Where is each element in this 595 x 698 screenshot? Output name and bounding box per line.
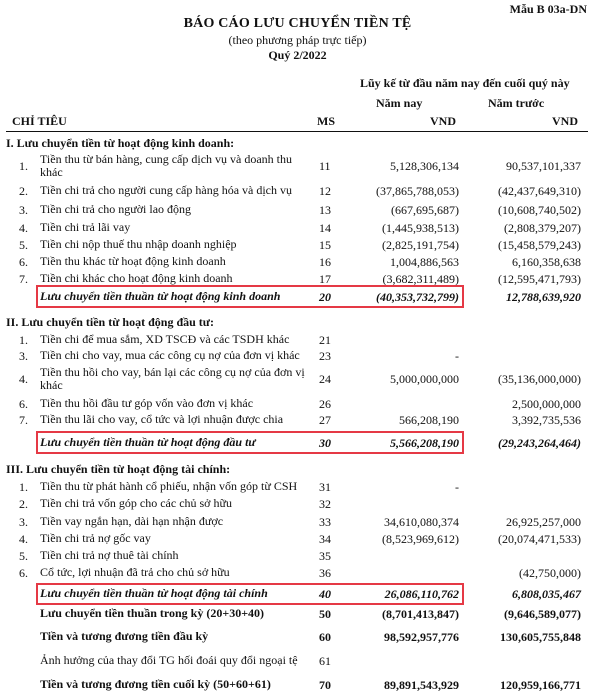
- row-code: 23: [319, 349, 331, 363]
- row-label: Tiền và tương đương tiền cuối kỳ (50+60+61): [40, 678, 271, 691]
- row-label: Tiền và tương đương tiền đầu kỳ: [40, 630, 209, 643]
- row-previous: (12,595,471,793): [498, 272, 581, 286]
- row-label: Tiền chi trả cho người lao động: [40, 203, 192, 216]
- row-previous: 90,537,101,337: [506, 159, 581, 173]
- row-number: 5.: [19, 238, 28, 252]
- row-previous: (42,437,649,310): [498, 184, 581, 198]
- row-code: 20: [319, 290, 331, 304]
- item-column-header: CHỈ TIÊU: [12, 114, 67, 128]
- row-number: 5.: [19, 549, 28, 563]
- row-previous: 26,925,257,000: [506, 515, 581, 529]
- row-previous: 6,808,035,467: [512, 587, 581, 601]
- row-previous: 120,959,166,771: [500, 678, 581, 692]
- row-current: (37,865,788,053): [376, 184, 459, 198]
- row-number: 4.: [19, 532, 28, 546]
- row-previous: (9,646,589,077): [504, 607, 581, 621]
- row-previous: 6,160,358,638: [512, 255, 581, 269]
- row-number: 6.: [19, 255, 28, 269]
- row-current: (1,445,938,513): [382, 221, 459, 235]
- row-number: 1.: [19, 159, 28, 173]
- row-previous: 12,788,639,920: [506, 290, 581, 304]
- row-current: -: [455, 349, 459, 363]
- row-code: 24: [319, 372, 331, 386]
- row-label: Tiền thu từ bán hàng, cung cấp dịch vụ và doanh thu khác: [40, 153, 293, 179]
- row-number: 4.: [19, 221, 28, 235]
- row-label: Tiền chi trả nợ gốc vay: [40, 532, 151, 545]
- row-label: Tiền chi trả vốn góp cho các chủ sở hữu: [40, 497, 233, 510]
- row-current: (2,825,191,754): [382, 238, 459, 252]
- row-code: 40: [319, 587, 331, 601]
- row-label: Lưu chuyển tiền thuần trong kỳ (20+30+40): [40, 607, 265, 620]
- row-code: 34: [319, 532, 331, 546]
- report-period: Quý 2/2022: [268, 48, 327, 62]
- row-current: -: [455, 480, 459, 494]
- row-code: 30: [319, 436, 331, 450]
- row-previous: (10,608,740,502): [498, 203, 581, 217]
- row-code: 15: [319, 238, 331, 252]
- row-code: 13: [319, 203, 331, 217]
- row-code: 61: [319, 654, 331, 668]
- row-current: 89,891,543,929: [384, 678, 459, 692]
- row-label: Tiền thu lãi cho vay, cổ tức và lợi nhuận được chia: [40, 413, 284, 426]
- row-label: Tiền chi cho vay, mua các công cụ nợ của đơn vị khác: [40, 349, 300, 362]
- row-label: Cổ tức, lợi nhuận đã trả cho chủ sở hữu: [40, 566, 230, 579]
- row-label: Tiền chi trả cho người cung cấp hàng hóa và dịch vụ: [40, 184, 293, 197]
- row-number: 3.: [19, 203, 28, 217]
- row-code: 31: [319, 480, 331, 494]
- row-current: 5,000,000,000: [390, 372, 459, 386]
- row-number: 7.: [19, 413, 28, 427]
- row-code: 36: [319, 566, 331, 580]
- row-previous: (15,458,579,243): [498, 238, 581, 252]
- row-label: Lưu chuyển tiền thuần từ hoạt động kinh doanh: [40, 290, 281, 303]
- row-code: 35: [319, 549, 331, 563]
- row-number: 7.: [19, 272, 28, 286]
- row-code: 33: [319, 515, 331, 529]
- row-previous: (20,074,471,533): [498, 532, 581, 546]
- report-title: BÁO CÁO LƯU CHUYỂN TIỀN TỆ: [183, 16, 412, 31]
- row-code: 70: [319, 678, 331, 692]
- row-previous: 3,392,735,536: [512, 413, 581, 427]
- row-code: 17: [319, 272, 331, 286]
- row-label: Tiền chi để mua sắm, XD TSCĐ và các TSDH khác: [40, 333, 290, 346]
- row-code: 21: [319, 333, 331, 347]
- row-previous: (29,243,264,464): [498, 436, 581, 450]
- row-label: Tiền chi trả nợ thuê tài chính: [40, 549, 179, 562]
- row-code: 32: [319, 497, 331, 511]
- row-current: 5,566,208,190: [390, 436, 459, 450]
- row-label: Lưu chuyển tiền thuần từ hoạt động đầu tư: [40, 436, 256, 449]
- row-label: Tiền vay ngắn hạn, dài hạn nhận được: [40, 515, 224, 528]
- currency-header-previous: VND: [552, 114, 578, 128]
- row-code: 26: [319, 397, 331, 411]
- section-investing-title: II. Lưu chuyển tiền từ hoạt động đầu tư:: [6, 315, 214, 329]
- row-code: 16: [319, 255, 331, 269]
- currency-header-current: VND: [430, 114, 456, 128]
- row-label: Tiền chi khác cho hoạt động kinh doanh: [40, 272, 233, 285]
- row-current: 566,208,190: [399, 413, 459, 427]
- row-number: 2.: [19, 184, 28, 198]
- row-label: Ảnh hưởng của thay đổi TG hối đoái quy đổi ngoại tệ: [40, 654, 298, 667]
- row-current: 98,592,957,776: [384, 630, 459, 644]
- row-label: Tiền thu khác từ hoạt động kinh doanh: [40, 255, 226, 268]
- cumulative-header: Lũy kế từ đầu năm nay đến cuối quý này: [360, 76, 570, 90]
- row-number: 2.: [19, 497, 28, 511]
- row-previous: 130,605,755,848: [500, 630, 581, 644]
- form-code: Mẫu B 03a-DN: [509, 2, 587, 16]
- previous-year-header: Năm trước: [488, 96, 545, 110]
- row-current: (667,695,687): [391, 203, 459, 217]
- row-code: 60: [319, 630, 331, 644]
- row-code: 11: [319, 159, 331, 173]
- row-label: Tiền chi trả lãi vay: [40, 221, 131, 234]
- row-current: 1,004,886,563: [390, 255, 459, 269]
- row-label: Tiền chi nộp thuế thu nhập doanh nghiệp: [40, 238, 237, 251]
- row-code: 12: [319, 184, 331, 198]
- row-number: 1.: [19, 333, 28, 347]
- row-previous: (42,750,000): [519, 566, 581, 580]
- row-code: 14: [319, 221, 331, 235]
- row-current: (8,523,969,612): [382, 532, 459, 546]
- row-code: 27: [319, 413, 331, 427]
- row-label: Lưu chuyển tiền thuần từ hoạt động tài chính: [40, 587, 268, 600]
- row-number: 3.: [19, 349, 28, 363]
- row-current: 34,610,080,374: [384, 515, 459, 529]
- row-label: Tiền thu hồi cho vay, bán lại các công cụ nợ của đơn vị khác: [40, 366, 305, 392]
- row-previous: (2,808,379,207): [504, 221, 581, 235]
- row-current: (3,682,311,489): [382, 272, 459, 286]
- row-current: 26,086,110,762: [384, 587, 459, 601]
- row-number: 3.: [19, 515, 28, 529]
- header-divider: [6, 131, 588, 132]
- section-financing-title: III. Lưu chuyển tiền từ hoạt động tài chính:: [6, 462, 231, 476]
- row-label: Tiền thu từ phát hành cổ phiếu, nhận vốn góp từ CSH: [40, 480, 298, 493]
- row-current: 5,128,306,134: [390, 159, 459, 173]
- row-current: (8,701,413,847): [382, 607, 459, 621]
- row-number: 6.: [19, 566, 28, 580]
- row-previous: 2,500,000,000: [512, 397, 581, 411]
- section-operating-title: I. Lưu chuyển tiền từ hoạt động kinh doanh:: [6, 136, 235, 150]
- row-current: (40,353,732,799): [376, 290, 459, 304]
- row-code: 50: [319, 607, 331, 621]
- row-number: 1.: [19, 480, 28, 494]
- current-year-header: Năm nay: [376, 96, 423, 110]
- row-previous: (35,136,000,000): [498, 372, 581, 386]
- row-number: 6.: [19, 397, 28, 411]
- code-column-header: MS: [317, 114, 335, 128]
- row-label: Tiền thu hồi đầu tư góp vốn vào đơn vị khác: [40, 397, 254, 410]
- row-number: 4.: [19, 372, 28, 386]
- report-subtitle: (theo phương pháp trực tiếp): [228, 33, 367, 47]
